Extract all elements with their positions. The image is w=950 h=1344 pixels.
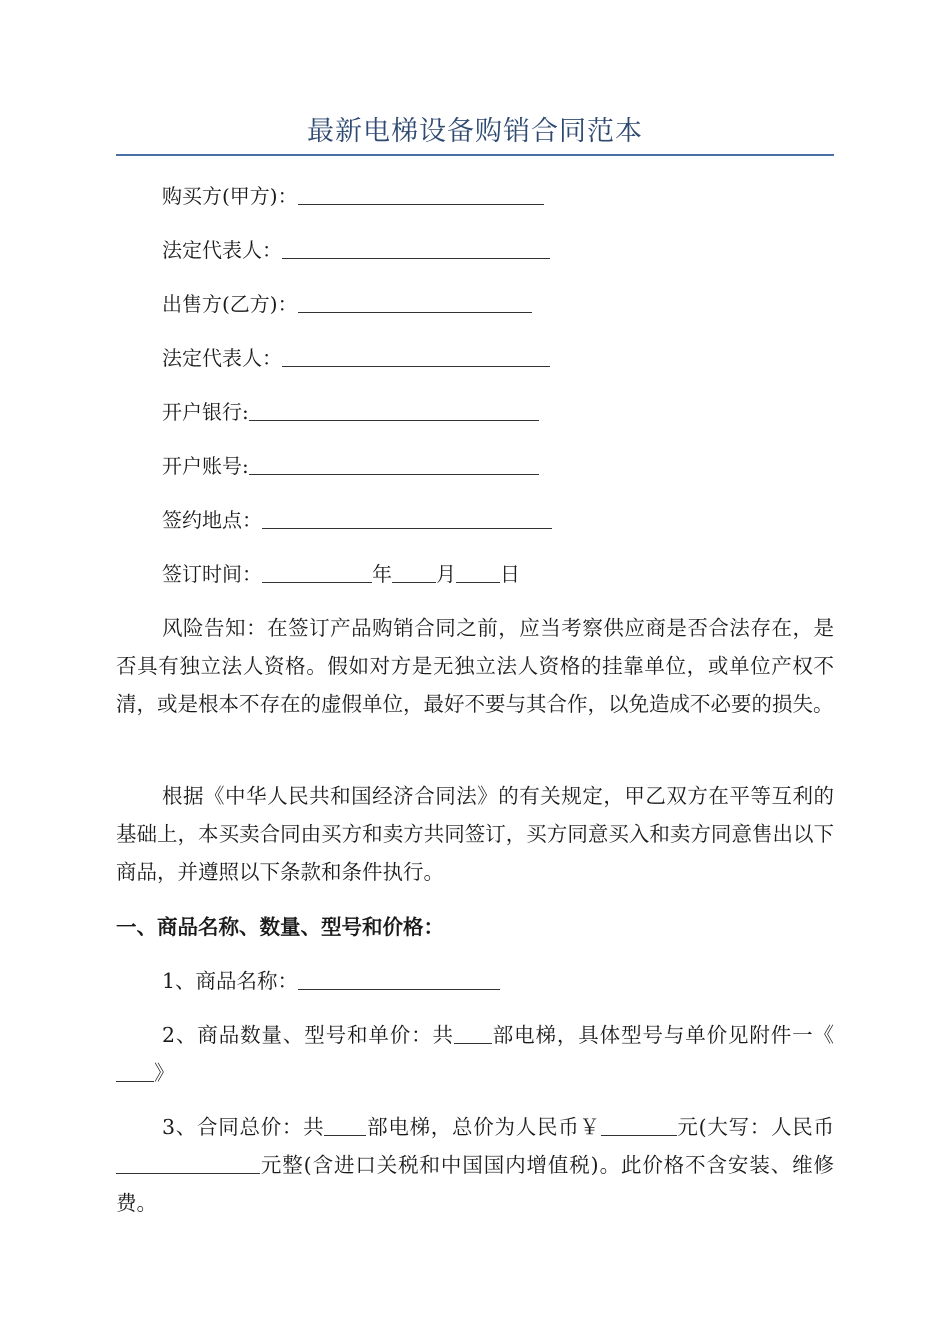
date-label: 签订时间：	[162, 562, 262, 586]
month-blank[interactable]	[392, 560, 436, 583]
item-3-text-d: 元整(含进口关税和中国国内增值税)。此价格不含安装、维修费。	[116, 1153, 834, 1215]
buyer-rep-blank[interactable]	[282, 236, 550, 259]
month-label: 月	[436, 562, 456, 586]
total-price-words-blank[interactable]	[116, 1153, 260, 1174]
bank-blank[interactable]	[249, 398, 539, 421]
buyer-rep-field	[162, 235, 550, 265]
document-title: 最新电梯设备购销合同范本	[307, 116, 643, 147]
item-1	[116, 962, 834, 1000]
buyer-label: 购买方(甲方)：	[162, 184, 298, 208]
title-underline	[116, 154, 834, 156]
item-2	[116, 1016, 834, 1092]
account-blank[interactable]	[249, 452, 539, 475]
place-label: 签约地点：	[162, 508, 262, 532]
seller-rep-field	[162, 343, 550, 373]
total-price-blank[interactable]	[601, 1115, 677, 1136]
product-name-blank[interactable]	[298, 969, 500, 990]
day-label: 日	[500, 562, 520, 586]
item-3-text-a: 3、合同总价：共	[162, 1115, 325, 1139]
date-field	[162, 559, 520, 589]
bank-label: 开户银行:	[162, 400, 249, 424]
item-2-text-a: 2、商品数量、型号和单价：共	[162, 1023, 454, 1047]
preamble-paragraph: 根据《中华人民共和国经济合同法》的有关规定，甲乙双方在平等互利的基础上，本买卖合同由买方和卖方共同签订，买方同意买入和卖方同意售出以下商品，并遵照以下条款和条件执行。	[116, 784, 834, 884]
day-blank[interactable]	[456, 560, 500, 583]
item-2-text-b: 部电梯，具体型号与单价见附件一《	[491, 1023, 834, 1047]
seller-label: 出售方(乙方)：	[162, 292, 298, 316]
place-blank[interactable]	[262, 506, 552, 529]
buyer-field	[162, 181, 544, 211]
year-blank[interactable]	[262, 560, 372, 583]
risk-notice-paragraph: 风险告知：在签订产品购销合同之前，应当考察供应商是否合法存在，是否具有独立法人资格。假如对方是无独立法人资格的挂靠单位，或单位产权不清，或是根本不存在的虚假单位，最好不要与其合作，以免造成不必要的损失。	[116, 616, 834, 716]
buyer-rep-label: 法定代表人：	[162, 238, 282, 262]
total-elevator-count-blank[interactable]	[324, 1115, 366, 1136]
item-1-label: 1、商品名称：	[162, 969, 299, 993]
item-2-text-c: 》	[154, 1061, 175, 1085]
section-1-heading: 一、商品名称、数量、型号和价格：	[116, 915, 444, 939]
seller-field	[162, 289, 532, 319]
buyer-blank[interactable]	[298, 182, 544, 205]
account-field	[162, 451, 539, 481]
bank-field	[162, 397, 539, 427]
item-3-text-c: 元(大写：人民币	[676, 1115, 834, 1139]
place-field	[162, 505, 552, 535]
item-3	[116, 1108, 834, 1222]
seller-blank[interactable]	[298, 290, 532, 313]
item-3-text-b: 部电梯，总价为人民币￥	[366, 1115, 601, 1139]
seller-rep-blank[interactable]	[282, 344, 550, 367]
seller-rep-label: 法定代表人：	[162, 346, 282, 370]
annex-name-blank[interactable]	[116, 1061, 154, 1082]
year-label: 年	[372, 562, 392, 586]
account-label: 开户账号:	[162, 454, 249, 478]
elevator-count-blank[interactable]	[454, 1023, 492, 1044]
